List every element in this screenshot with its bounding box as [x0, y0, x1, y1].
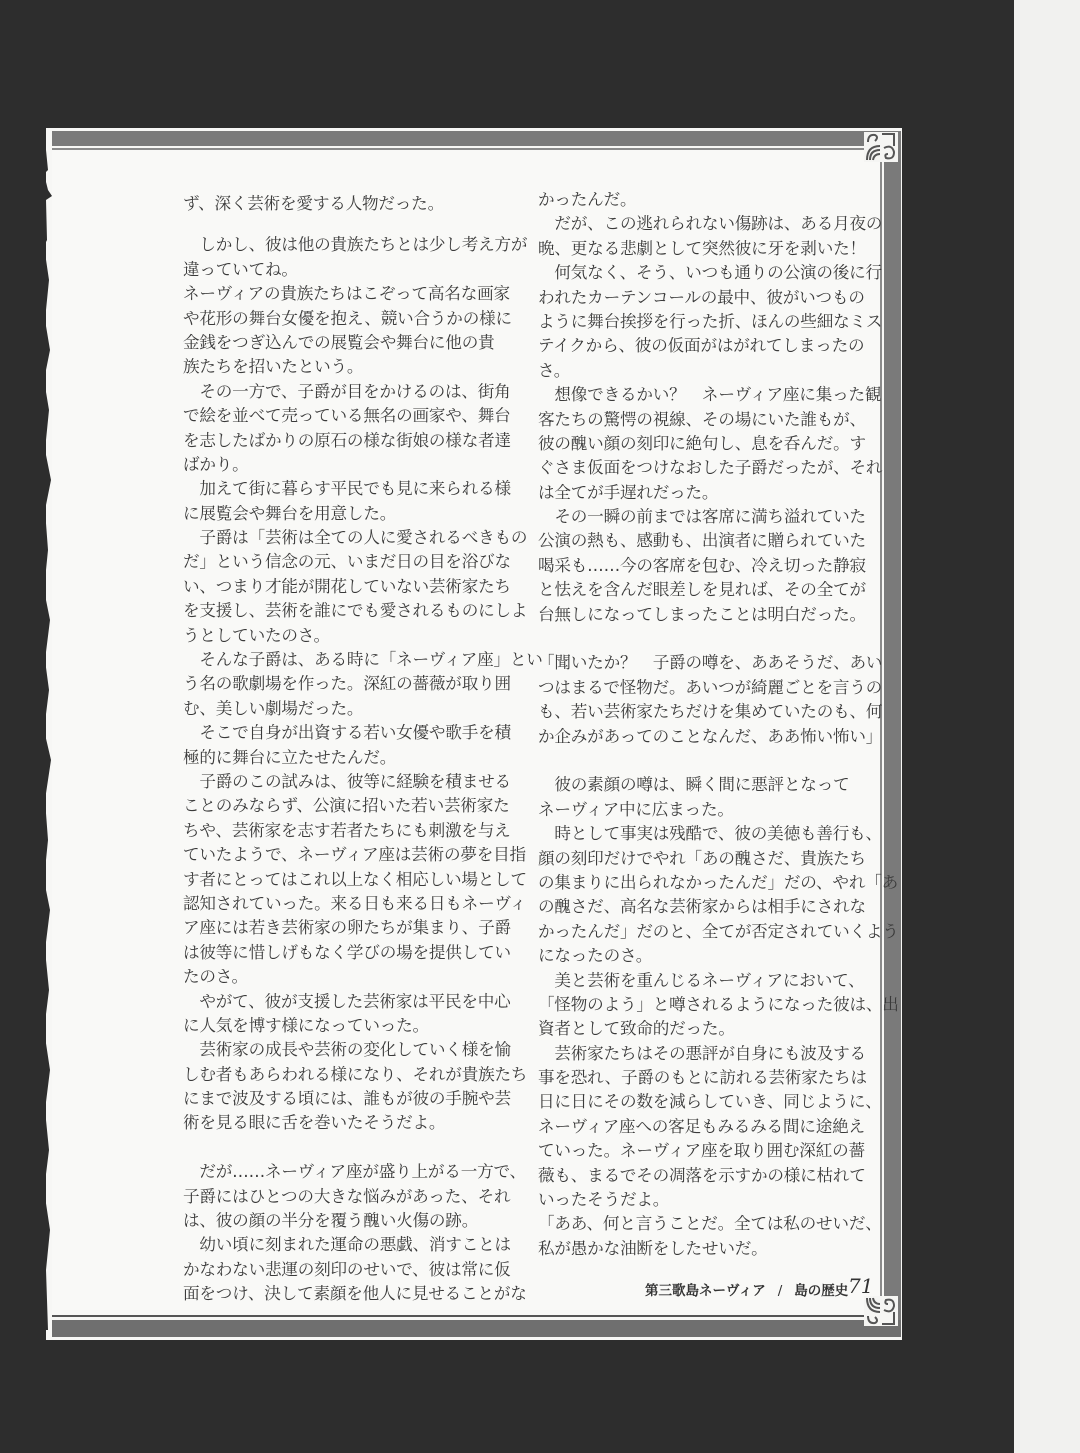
- text-line: 客たちの驚愕の視線、その場にいた誰もが、: [538, 409, 866, 429]
- text-line: ていった。ネーヴィア座を取り囲む深紅の薔: [538, 1141, 865, 1161]
- text-line: やがて、彼が支援した芸術家は平民を中心: [183, 991, 511, 1011]
- text-line: 子爵にはひとつの大きな悩みがあった、それ: [183, 1186, 511, 1206]
- paragraph-break: [183, 1136, 543, 1160]
- text-line: テイクから、彼の仮面がはがれてしまったの: [538, 336, 865, 356]
- corner-ornament-top-icon: [864, 132, 898, 162]
- text-line: 晩、更なる悲劇として突然彼に牙を剥いた！: [538, 238, 866, 258]
- text-line: 私が愚かな油断をしたせいだ。: [538, 1238, 768, 1258]
- text-line: 幼い頃に刻まれた運命の悪戯、消すことは: [183, 1235, 511, 1255]
- text-line: だが、この逃れられない傷跡は、ある月夜の: [538, 214, 883, 234]
- text-line: か企みがあってのことなんだ、ああ怖い怖い」: [538, 726, 883, 746]
- text-line: も、若い芸術家たちだけを集めていたのも、何: [538, 702, 883, 722]
- text-line: で絵を並べて売っている無名の画家や、舞台: [183, 406, 511, 426]
- text-line: になったのさ。: [538, 946, 653, 966]
- text-line: 日に日にその数を減らしていき、同じように、: [538, 1092, 882, 1112]
- text-line: かなわない悲運の刻印のせいで、彼は常に仮: [183, 1259, 511, 1279]
- text-line: 彼の素顔の噂は、瞬く間に悪評となって: [538, 775, 850, 795]
- text-line: 想像できるかい？ ネーヴィア座に集った観: [538, 385, 882, 405]
- text-line: つはまるで怪物だ。あいつが綺麗ごとを言うの: [538, 677, 883, 697]
- text-line: は彼等に惜しげもなく学びの場を提供してい: [183, 942, 511, 962]
- text-line: 顔の刻印だけでやれ「あの醜さだ、貴族たち: [538, 848, 866, 868]
- text-line: 違っていてね。: [183, 259, 298, 279]
- running-footer: [645, 1279, 848, 1299]
- text-line: ように舞台挨拶を行った折、ほんの些細なミス: [538, 311, 883, 331]
- text-line: にまで波及する頃には、誰もが彼の手腕や芸: [183, 1089, 511, 1109]
- text-line: 面をつけ、決して素顔を他人に見せることがな: [183, 1284, 527, 1304]
- text-line: と怯えを含んだ眼差しを見れば、その全てが: [538, 580, 866, 600]
- text-line: い、つまり才能が開花していない芸術家たち: [183, 576, 511, 596]
- text-line: ネーヴィアの貴族たちはこぞって高名な画家: [183, 284, 510, 304]
- text-line: 芸術家の成長や芸術の変化していく様を愉: [183, 1040, 511, 1060]
- text-line: の集まりに出られなかったんだ」だの、やれ「あ: [538, 872, 898, 892]
- text-line: だ」という信念の元、いまだ日の目を浴びな: [183, 552, 511, 572]
- paragraph-break: [538, 749, 899, 773]
- text-line: 加えて街に暮らす平民でも見に来られる様: [183, 479, 511, 499]
- text-line: に展覧会や舞台を用意した。: [183, 503, 397, 523]
- frame-rule-top: [52, 148, 880, 150]
- scanner-bed-edge: [1014, 0, 1080, 1453]
- paragraph-break: [183, 216, 543, 233]
- frame-band-top: [52, 131, 900, 146]
- text-line: 子爵は「芸術は全ての人に愛されるべきもの: [183, 528, 528, 548]
- text-line: ばかり。: [183, 454, 249, 474]
- text-line: しむ者もあらわれる様になり、それが貴族たち: [183, 1064, 528, 1084]
- text-line: ネーヴィア中に広まった。: [538, 799, 734, 819]
- text-line: 「聞いたか？ 子爵の噂を、ああそうだ、あい: [538, 653, 883, 673]
- text-line: う名の歌劇場を作った。深紅の薔薇が取り囲: [183, 674, 511, 694]
- text-line: を支援し、芸術を誰にでも愛されるものにしよ: [183, 601, 528, 621]
- frame-band-bottom: [52, 1320, 901, 1337]
- text-line: その一方で、子爵が目をかけるのは、街角: [183, 381, 511, 401]
- text-line: われたカーテンコールの最中、彼がいつもの: [538, 287, 865, 307]
- text-line: 極的に舞台に立たせたんだ。: [183, 747, 397, 767]
- text-line: 事を恐れ、子爵のもとに訪れる芸術家たちは: [538, 1068, 867, 1088]
- corner-ornament-bottom-icon: [864, 1296, 898, 1326]
- text-line: 資者として致命的だった。: [538, 1019, 735, 1039]
- text-line: 喝采も……今の客席を包む、冷え切った静寂: [538, 555, 866, 575]
- text-line: だが……ネーヴィア座が盛り上がる一方で、: [183, 1162, 526, 1182]
- text-line: は全てが手遅れだった。: [538, 482, 719, 502]
- torn-left-edge: [40, 150, 54, 1330]
- text-line: 芸術家たちはその悪評が自身にも波及する: [538, 1043, 866, 1063]
- text-line: ことのみならず、公演に招いた若い芸術家た: [183, 796, 510, 816]
- text-line: たのさ。: [183, 967, 248, 987]
- text-line: 薇も、まるでその凋落を示すかの様に枯れて: [538, 1165, 866, 1185]
- text-line: む、美しい劇場だった。: [183, 698, 364, 718]
- text-line: は、彼の顔の半分を覆う醜い火傷の跡。: [183, 1211, 479, 1231]
- footer-chapter: 第三歌島ネーヴィア: [645, 1283, 766, 1299]
- text-line: ア座には若き芸術家の卵たちが集まり、子爵: [183, 918, 511, 938]
- text-line: かったんだ。: [538, 190, 637, 209]
- footer-separator: /: [777, 1283, 783, 1299]
- text-line: 彼の醜い顔の刻印に絶句し、息を呑んだ。す: [538, 433, 866, 453]
- text-line: 台無しになってしまったことは明白だった。: [538, 604, 866, 624]
- text-line: ず、深く芸術を愛する人物だった。: [183, 194, 444, 213]
- text-column-right: [538, 188, 899, 1261]
- text-line: しかし、彼は他の貴族たちとは少し考え方が: [183, 235, 528, 255]
- text-line: 金銭をつぎ込んでの展覧会や舞台に他の貴: [183, 332, 495, 352]
- text-line: や花形の舞台女優を抱え、競い合うかの様に: [183, 308, 512, 328]
- text-line: ちや、芸術家を志す若者たちにも刺激を与え: [183, 820, 511, 840]
- text-line: 子爵のこの試みは、彼等に経験を積ませる: [183, 771, 511, 791]
- text-line: さ。: [538, 360, 571, 380]
- page-number: 71: [848, 1274, 874, 1298]
- text-line: に人気を博す様になっていった。: [183, 1015, 429, 1035]
- text-line: す者にとってはこれ以上なく相応しい場として: [183, 869, 527, 889]
- text-line: 「怪物のよう」と噂されるようになった彼は、出: [538, 994, 899, 1014]
- text-line: うとしていたのさ。: [183, 625, 330, 645]
- text-line: そんな子爵は、ある時に「ネーヴィア座」とい: [183, 650, 543, 670]
- text-line: の醜さだ、高名な芸術家からは相手にされな: [538, 897, 866, 917]
- text-line: 美と芸術を重んじるネーヴィアにおいて、: [538, 970, 865, 990]
- text-line: いったそうだよ。: [538, 1190, 670, 1210]
- text-line: 族たちを招いたという。: [183, 357, 364, 377]
- text-line: そこで自身が出資する若い女優や歌手を積: [183, 723, 511, 743]
- text-line: かったんだ」だのと、全てが否定されていくよう: [538, 921, 899, 941]
- text-line: ていたようで、ネーヴィア座は芸術の夢を目指: [183, 845, 526, 865]
- paragraph-break: [538, 627, 899, 651]
- text-line: を志したばかりの原石の様な街娘の様な者達: [183, 430, 511, 450]
- text-line: 公演の熱も、感動も、出演者に贈られていた: [538, 531, 866, 551]
- text-line: 術を見る眼に舌を巻いたそうだよ。: [183, 1113, 446, 1133]
- text-line: 「ああ、何と言うことだ。全ては私のせいだ、: [538, 1214, 882, 1234]
- text-line: ネーヴィア座への客足もみるみる間に途絶え: [538, 1116, 865, 1136]
- text-line: 認知されていった。来る日も来る日もネーヴィ: [183, 893, 527, 913]
- text-line: 時として事実は残酷で、彼の美徳も善行も、: [538, 824, 882, 844]
- footer-section: 島の歴史: [794, 1283, 849, 1299]
- text-line: ぐさま仮面をつけなおした子爵だったが、それ: [538, 458, 883, 478]
- text-column-left: [183, 192, 543, 1307]
- text-line: その一瞬の前までは客席に満ち溢れていた: [538, 507, 866, 527]
- frame-rule-bottom: [52, 1315, 882, 1317]
- text-line: 何気なく、そう、いつも通りの公演の後に行: [538, 263, 882, 283]
